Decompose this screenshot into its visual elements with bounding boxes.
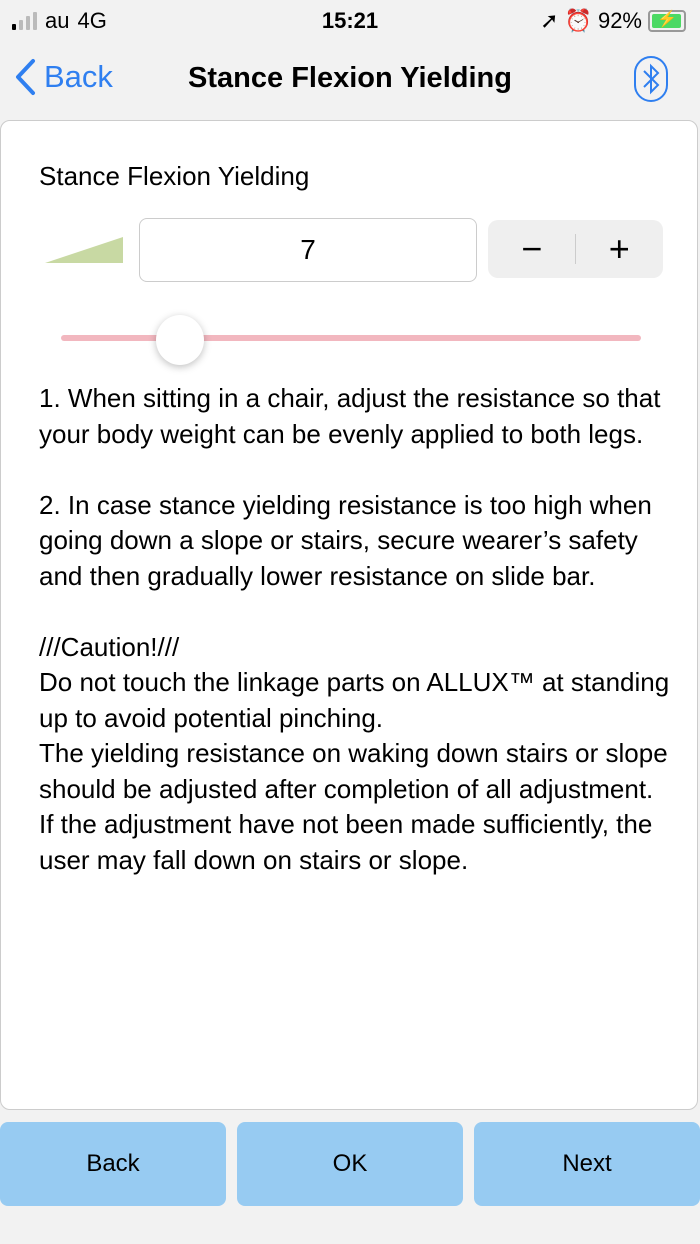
settings-card <box>0 120 698 1110</box>
location-icon: ➚ <box>540 8 559 33</box>
caution-line: If the adjustment have not been made sufficiently, the user may fall down on stairs or slope. <box>39 809 653 875</box>
instruction-1: 1. When sitting in a chair, adjust the resistance so that your body weight can be evenly applied to both legs. <box>39 383 661 449</box>
back-button[interactable]: Back <box>0 1122 226 1206</box>
network: 4G <box>77 8 107 33</box>
slider-thumb[interactable] <box>156 315 204 365</box>
caution-title: ///Caution!/// <box>39 631 180 662</box>
decrement-button[interactable]: − <box>521 228 543 269</box>
page-title: Stance Flexion Yielding <box>188 62 512 94</box>
bluetooth-button[interactable] <box>634 56 668 102</box>
slider-track[interactable] <box>61 335 641 341</box>
instruction-2: 2. In case stance yielding resistance is too high when going down a slope or stairs, secure wearer’s safety and then gradually lower resistance on slide bar. <box>39 489 652 591</box>
battery-percent: 92% <box>597 8 642 33</box>
caution-line: The yielding resistance on waking down stairs or slope should be adjusted after completion of all adjustment. <box>39 738 668 804</box>
caution-line: Do not touch the linkage parts on ALLUX™ at standing up to avoid potential pinching. <box>39 667 670 733</box>
next-button[interactable]: Next <box>474 1122 700 1206</box>
value-stepper <box>488 220 663 278</box>
bluetooth-icon <box>636 58 666 100</box>
nav-back-label: Back <box>44 59 113 94</box>
carrier: au <box>45 8 70 33</box>
instructions <box>39 381 679 878</box>
bottom-buttons <box>0 1122 700 1206</box>
increment-button[interactable]: + <box>608 228 630 269</box>
clock: 15:21 <box>321 8 379 33</box>
stepper-divider <box>575 234 576 264</box>
alarm-icon: ⏰ <box>564 8 592 33</box>
value-field[interactable]: 7 <box>139 218 477 282</box>
status-bar <box>0 0 700 40</box>
setting-label: Stance Flexion Yielding <box>39 161 310 191</box>
navigation-bar <box>0 40 700 118</box>
level-wedge-icon <box>45 237 123 263</box>
ok-button[interactable]: OK <box>237 1122 463 1206</box>
resistance-slider[interactable] <box>61 321 641 355</box>
battery-charging-icon: ⚡ <box>648 10 686 32</box>
